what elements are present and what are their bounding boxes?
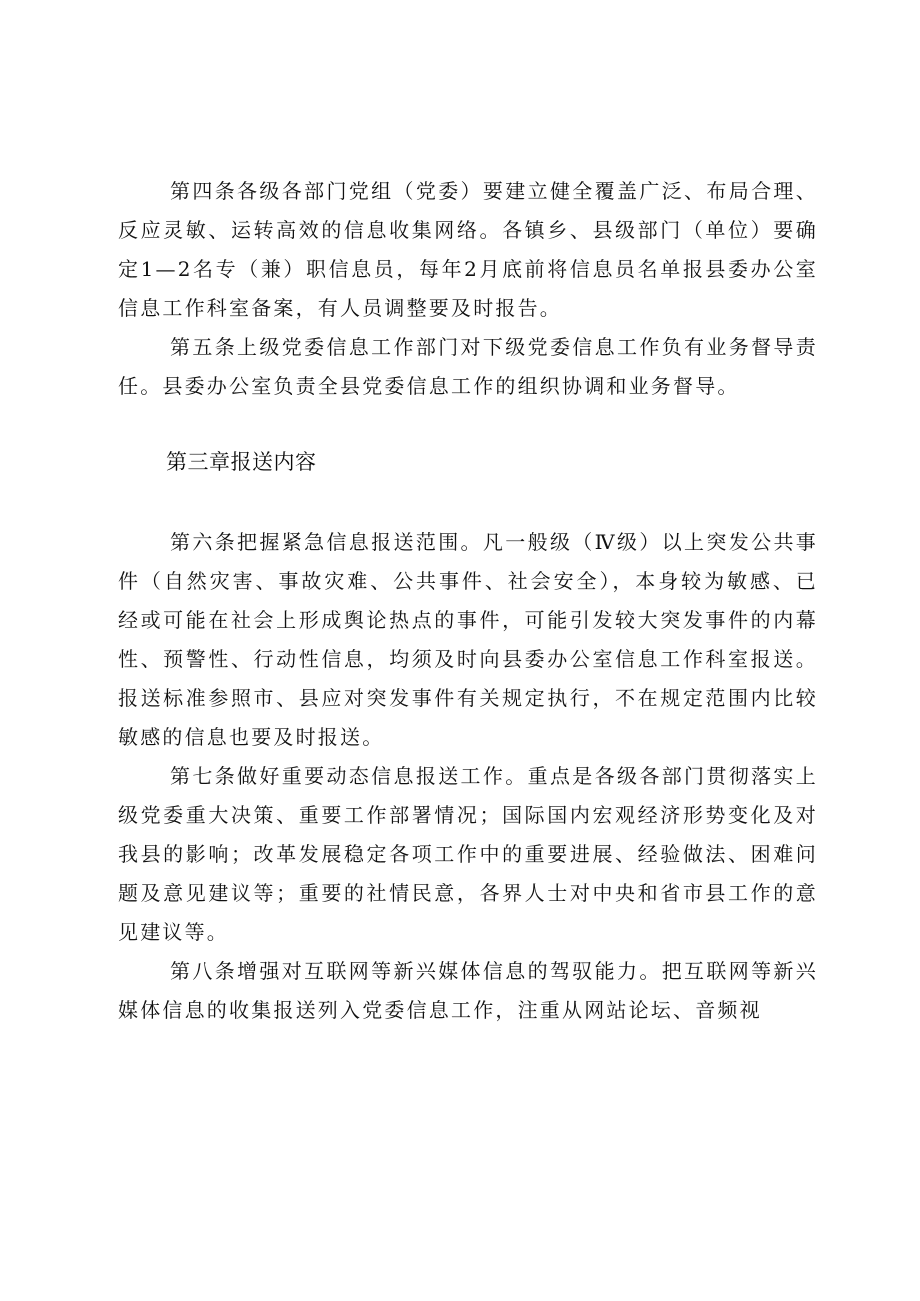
article-4-paragraph: 第四条各级各部门党组（党委）要建立健全覆盖广泛、布局合理、反应灵敏、运转高效的信息收集网络。各镇乡、县级部门（单位）要确定1—2名专（兼）职信息员，每年2月底前将信息员名单报县委办公室信息工作科室备案，有人员调整要及时报告。: [118, 179, 818, 320]
chapter-heading: 第三章报送内容: [166, 450, 317, 474]
section-spacer: [118, 478, 818, 523]
article-5-paragraph: 第五条上级党委信息工作部门对下级党委信息工作负有业务督导责任。县委办公室负责全县党委信息工作的组织协调和业务督导。: [118, 335, 818, 398]
document-body: [118, 172, 818, 1030]
article-7-paragraph: 第七条做好重要动态信息报送工作。重点是各级各部门贯彻落实上级党委重大决策、重要工作部署情况；国际国内宏观经济形势变化及对我县的影响；改革发展稳定各项工作中的重要进展、经验做法、困难问题及意见建议等；重要的社情民意，各界人士对中央和省市县工作的意见建议等。: [118, 764, 818, 944]
section-spacer: [118, 406, 818, 446]
article-8-paragraph: 第八条增强对互联网等新兴媒体信息的驾驭能力。把互联网等新兴媒体信息的收集报送列入党委信息工作，注重从网站论坛、音频视: [118, 959, 818, 1022]
article-6-paragraph: 第六条把握紧急信息报送范围。凡一般级（Ⅳ级）以上突发公共事件（自然灾害、事故灾难、公共事件、社会安全），本身较为敏感、已经或可能在社会上形成舆论热点的事件，可能引发较大突发事件的内幕性、预警性、行动性信息，均须及时向县委办公室信息工作科室报送。报送标准参照市、县应对突发事件有关规定执行，不在规定范围内比较敏感的信息也要及时报送。: [118, 530, 818, 749]
